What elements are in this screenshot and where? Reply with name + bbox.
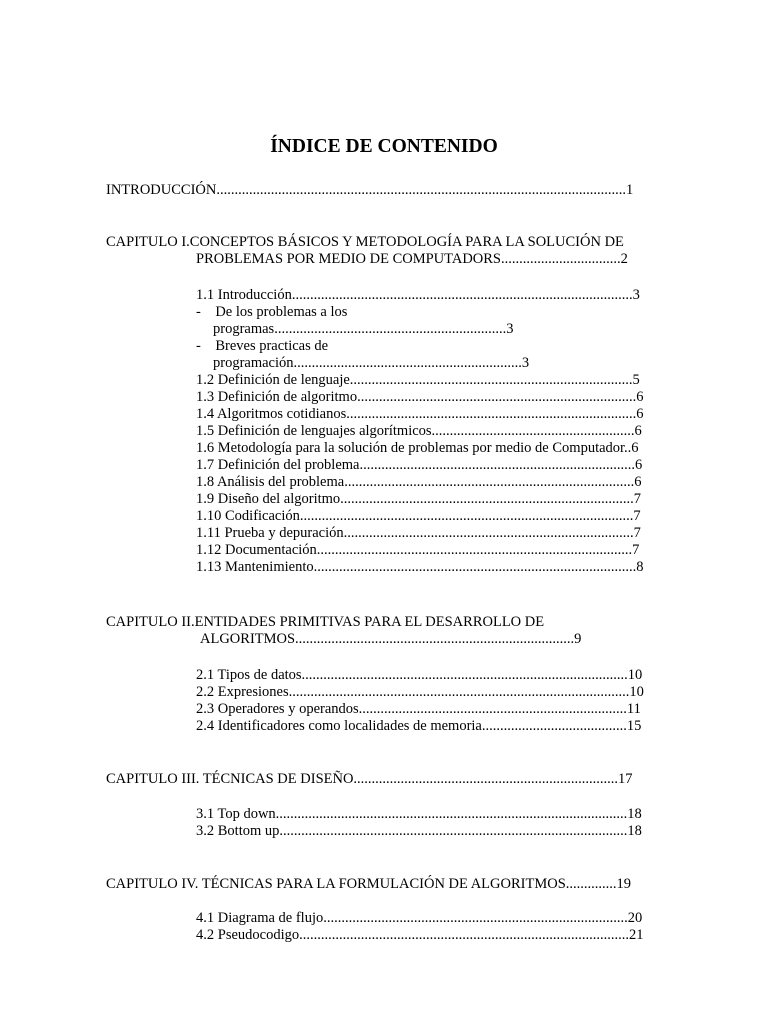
chapter-3-heading: CAPITULO III. TÉCNICAS DE DISEÑO.........................................................................17 xyxy=(106,771,633,787)
toc-entry: 4.2 Pseudocodigo...........................................................................................21 xyxy=(196,927,644,943)
toc-entry: 3.1 Top down.................................................................................................18 xyxy=(196,806,642,822)
toc-entry: 1.3 Definición de algoritmo.............................................................................6 xyxy=(196,389,644,405)
toc-entry: 1.4 Algoritmos cotidianos................................................................................6 xyxy=(196,406,644,422)
toc-entry: 1.5 Definición de lenguajes algorítmicos........................................................6 xyxy=(196,423,642,439)
toc-entry: 1.12 Documentación.......................................................................................7 xyxy=(196,542,640,558)
toc-entry: 4.1 Diagrama de flujo....................................................................................20 xyxy=(196,910,643,926)
toc-entry: 1.6 Metodología para la solución de problemas por medio de Computador..6 xyxy=(196,440,639,456)
chapter-2-heading-line1: CAPITULO II.ENTIDADES PRIMITIVAS PARA EL DESARROLLO DE xyxy=(106,614,545,630)
toc-subentry-cont: programación...............................................................3 xyxy=(213,355,530,371)
toc-entry: 1.1 Introducción..............................................................................................3 xyxy=(196,287,640,303)
toc-entry: 1.7 Definición del problema............................................................................6 xyxy=(196,457,643,473)
toc-entry: 1.9 Diseño del algoritmo.................................................................................7 xyxy=(196,491,642,507)
chapter-1-heading-line2: PROBLEMAS POR MEDIO DE COMPUTADORS.................................2 xyxy=(196,251,628,267)
toc-entry: 1.11 Prueba y depuración................................................................................7 xyxy=(196,525,641,541)
toc-entry: 1.8 Análisis del problema................................................................................6 xyxy=(196,474,642,490)
chapter-2-heading-line2: ALGORITMOS.............................................................................9 xyxy=(200,631,582,647)
chapter-4-heading: CAPITULO IV. TÉCNICAS PARA LA FORMULACIÓN DE ALGORITMOS..............19 xyxy=(106,876,632,892)
toc-entry-introduccion: INTRODUCCIÓN.................................................................................................................1 xyxy=(106,182,634,198)
toc-entry: 3.2 Bottom up................................................................................................18 xyxy=(196,823,642,839)
toc-entry: 1.10 Codificación............................................................................................7 xyxy=(196,508,641,524)
chapter-1-heading-line1: CAPITULO I.CONCEPTOS BÁSICOS Y METODOLOGÍA PARA LA SOLUCIÓN DE xyxy=(106,234,624,250)
toc-entry: 2.1 Tipos de datos..........................................................................................10 xyxy=(196,667,643,683)
page-title: ÍNDICE DE CONTENIDO xyxy=(270,136,498,157)
toc-subentry-cont: programas................................................................3 xyxy=(213,321,514,337)
toc-subentry: - Breves practicas de xyxy=(196,338,329,354)
toc-entry: 2.3 Operadores y operandos..........................................................................11 xyxy=(196,701,641,717)
toc-entry: 1.2 Definición de lenguaje..............................................................................5 xyxy=(196,372,640,388)
toc-subentry: - De los problemas a los xyxy=(196,304,348,320)
toc-entry: 2.4 Identificadores como localidades de memoria........................................15 xyxy=(196,718,642,734)
toc-entry: 1.13 Mantenimiento.........................................................................................8 xyxy=(196,559,644,575)
toc-entry: 2.2 Expresiones..............................................................................................10 xyxy=(196,684,644,700)
